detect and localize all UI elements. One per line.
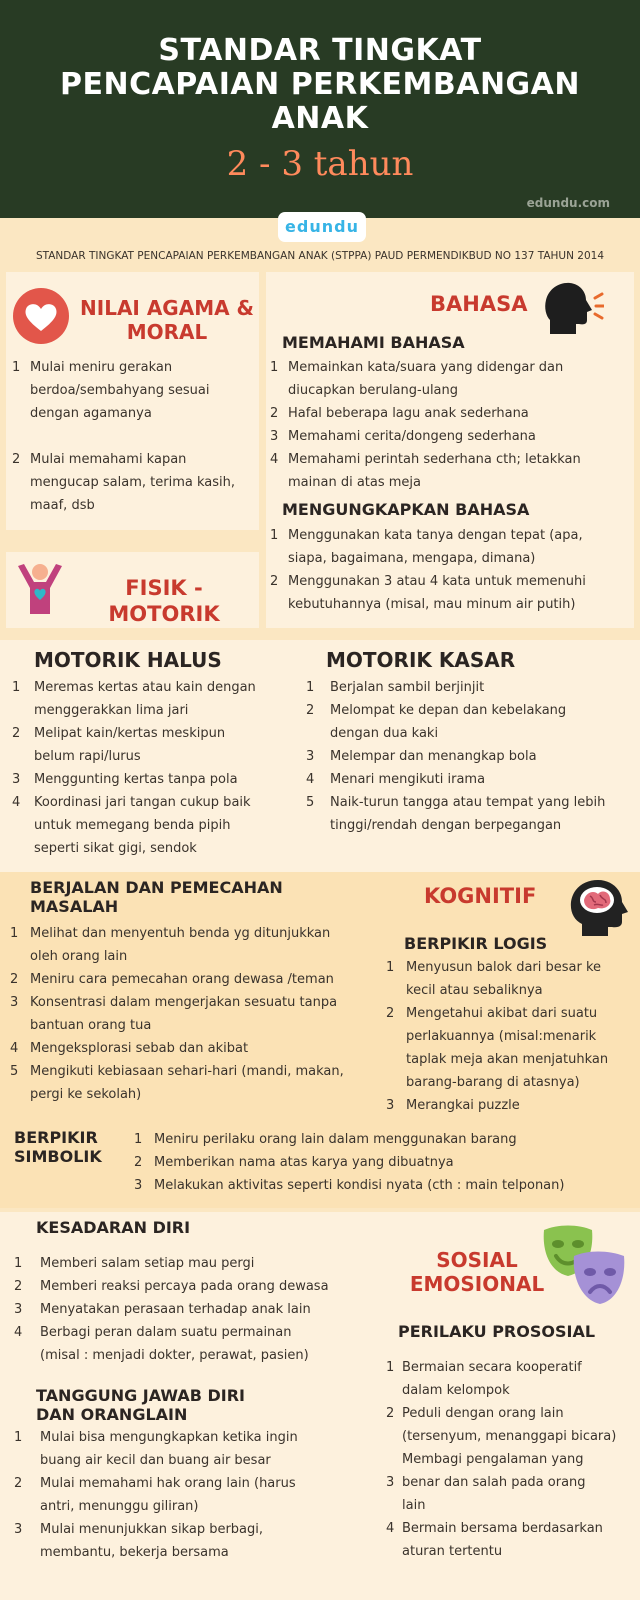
list-item: pergi ke sekolah) bbox=[30, 1087, 142, 1102]
list-item: berdoa/sembahyang sesuai bbox=[30, 383, 210, 398]
list-item: Membagi pengalaman yang bbox=[402, 1452, 584, 1467]
list-item: dalam kelompok bbox=[402, 1383, 510, 1398]
list-item: belum rapi/lurus bbox=[34, 749, 141, 764]
list-item: 2 Hafal beberapa lagu anak sederhana bbox=[270, 406, 529, 421]
list-item: 3 Merangkai puzzle bbox=[386, 1098, 520, 1113]
fisik-title-2: MOTORIK bbox=[108, 602, 220, 626]
list-item: bantuan orang tua bbox=[30, 1018, 152, 1033]
list-item: menggerakkan lima jari bbox=[34, 703, 189, 718]
speaking-head-icon bbox=[544, 280, 604, 336]
berpikir-simbolik-title-2: SIMBOLIK bbox=[14, 1147, 102, 1166]
list-item: 3 Melakukan aktivitas seperti kondisi nyata (cth : main telponan) bbox=[134, 1178, 565, 1193]
sosial-title: SOSIAL bbox=[436, 1248, 518, 1272]
nilai-agama-title: NILAI AGAMA & bbox=[80, 296, 254, 320]
list-item: 1 Melihat dan menyentuh benda yg ditunjukkan bbox=[10, 926, 331, 941]
list-item: 1 Memberi salam setiap mau pergi bbox=[14, 1256, 255, 1271]
perilaku-prososial-title: PERILAKU PROSOSIAL bbox=[398, 1322, 596, 1341]
list-item: 4 Memahami perintah sederhana cth; letakkan bbox=[270, 452, 581, 467]
list-item: 1 Meniru perilaku orang lain dalam menggunakan barang bbox=[134, 1132, 517, 1147]
list-item: oleh orang lain bbox=[30, 949, 128, 964]
list-item: mengucap salam, terima kasih, bbox=[30, 475, 235, 490]
list-item: 3 Konsentrasi dalam mengerjakan sesuatu tanpa bbox=[10, 995, 338, 1010]
motorik-halus-title: MOTORIK HALUS bbox=[34, 648, 222, 672]
list-item: 2 Peduli dengan orang lain bbox=[386, 1406, 564, 1421]
site-url: edundu.com bbox=[526, 196, 610, 210]
child-raising-arms-icon bbox=[12, 560, 68, 616]
list-item: 2 Menggunakan 3 atau 4 kata untuk memenuhi bbox=[270, 574, 586, 589]
bahasa-title: BAHASA bbox=[430, 292, 528, 316]
list-item: 1 Berjalan sambil berjinjit bbox=[306, 680, 485, 695]
memahami-bahasa-title: MEMAHAMI BAHASA bbox=[282, 333, 465, 352]
nilai-agama-title-2: MORAL bbox=[126, 320, 208, 344]
page-title-line2: PENCAPAIAN PERKEMBANGAN bbox=[59, 67, 581, 102]
kesadaran-diri-title: KESADARAN DIRI bbox=[36, 1218, 191, 1237]
list-item: kecil atau sebaliknya bbox=[406, 983, 543, 998]
theater-masks-icon bbox=[540, 1222, 632, 1314]
age-range: 2 - 3 tahun bbox=[226, 144, 414, 184]
tanggung-jawab-title-2: DAN ORANGLAIN bbox=[36, 1405, 188, 1424]
list-item: antri, menunggu giliran) bbox=[40, 1499, 199, 1514]
list-item: buang air kecil dan buang air besar bbox=[40, 1453, 271, 1468]
motorik-kasar-title: MOTORIK KASAR bbox=[326, 648, 516, 672]
list-item: 4 Mengeksplorasi sebab dan akibat bbox=[10, 1041, 249, 1056]
list-item: siapa, bagaimana, mengapa, dimana) bbox=[288, 551, 536, 566]
edundu-logo: edundu bbox=[278, 212, 366, 242]
kognitif-title: KOGNITIF bbox=[424, 884, 537, 908]
list-item: maaf, dsb bbox=[30, 498, 95, 513]
list-item: dengan agamanya bbox=[30, 406, 152, 421]
list-item: 2 Mulai memahami hak orang lain (harus bbox=[14, 1476, 296, 1491]
list-item: dengan dua kaki bbox=[330, 726, 439, 741]
list-item: 2 Memberi reaksi percaya pada orang dewasa bbox=[14, 1279, 329, 1294]
berpikir-simbolik-title: BERPIKIR bbox=[14, 1128, 98, 1147]
list-item: 2 Melipat kain/kertas meskipun bbox=[12, 726, 226, 741]
tanggung-jawab-title: TANGGUNG JAWAB DIRI bbox=[36, 1386, 245, 1405]
berjalan-title-2: MASALAH bbox=[30, 897, 119, 916]
list-item: 4 Menari mengikuti irama bbox=[306, 772, 486, 787]
list-item: 4 Koordinasi jari tangan cukup baik bbox=[12, 795, 251, 810]
list-item: (tersenyum, menanggapi bicara) bbox=[402, 1429, 617, 1444]
list-item: untuk memegang benda pipih bbox=[34, 818, 231, 833]
list-item: (misal : menjadi dokter, perawat, pasien) bbox=[40, 1348, 309, 1363]
list-item: 1 Memainkan kata/suara yang didengar dan bbox=[270, 360, 564, 375]
list-item: 5 Mengikuti kebiasaan sehari-hari (mandi, makan, bbox=[10, 1064, 344, 1079]
list-item: 1 Bermaian secara kooperatif bbox=[386, 1360, 582, 1375]
sosial-title-2: EMOSIONAL bbox=[409, 1272, 545, 1296]
list-item: 3 Memahami cerita/dongeng sederhana bbox=[270, 429, 536, 444]
list-item: 2 Mengetahui akibat dari suatu bbox=[386, 1006, 598, 1021]
list-item: 4 Berbagi peran dalam suatu permainan bbox=[14, 1325, 292, 1340]
list-item: tinggi/rendah dengan berpegangan bbox=[330, 818, 562, 833]
list-item: diucapkan berulang-ulang bbox=[288, 383, 459, 398]
list-item: 1 Mulai bisa mengungkapkan ketika ingin bbox=[14, 1430, 298, 1445]
list-item: 3 Mulai menunjukkan sikap berbagi, bbox=[14, 1522, 264, 1537]
heart-icon bbox=[12, 287, 70, 345]
list-item: 3 Menyatakan perasaan terhadap anak lain bbox=[14, 1302, 311, 1317]
list-item: 1 Menggunakan kata tanya dengan tepat (apa, bbox=[270, 528, 583, 543]
list-item: seperti sikat gigi, sendok bbox=[34, 841, 197, 856]
list-item: 2 Melompat ke depan dan kebelakang bbox=[306, 703, 567, 718]
list-item: barang-barang di atasnya) bbox=[406, 1075, 580, 1090]
fisik-title: FISIK - bbox=[125, 576, 203, 600]
berjalan-title: BERJALAN DAN PEMECAHAN bbox=[30, 878, 283, 897]
list-item: 2 Mulai memahami kapan bbox=[12, 452, 187, 467]
list-item: lain bbox=[402, 1498, 426, 1513]
list-item: kebutuhannya (misal, mau minum air putih) bbox=[288, 597, 576, 612]
list-item: 1 Menyusun balok dari besar ke bbox=[386, 960, 602, 975]
list-item: perlakuannya (misal:menarik bbox=[406, 1029, 597, 1044]
list-item: mainan di atas meja bbox=[288, 475, 421, 490]
list-item: membantu, bekerja bersama bbox=[40, 1545, 229, 1560]
list-item: aturan tertentu bbox=[402, 1544, 503, 1559]
list-item: 3 benar dan salah pada orang bbox=[386, 1475, 586, 1490]
stppa-subtitle: STANDAR TINGKAT PENCAPAIAN PERKEMBANGAN ANAK (STPPA) PAUD PERMENDIKBUD NO 137 TAHUN 2014 bbox=[35, 250, 605, 262]
list-item: 1 Meremas kertas atau kain dengan bbox=[12, 680, 256, 695]
list-item: 1 Mulai meniru gerakan bbox=[12, 360, 173, 375]
list-item: 3 Melempar dan menangkap bola bbox=[306, 749, 537, 764]
list-item: 5 Naik-turun tangga atau tempat yang lebih bbox=[306, 795, 606, 810]
list-item: 3 Menggunting kertas tanpa pola bbox=[12, 772, 238, 787]
list-item: 2 Memberikan nama atas karya yang dibuatnya bbox=[134, 1155, 454, 1170]
brain-head-icon bbox=[568, 878, 630, 938]
berpikir-logis-title: BERPIKIR LOGIS bbox=[404, 934, 548, 953]
list-item: 4 Bermain bersama berdasarkan bbox=[386, 1521, 603, 1536]
page-title-line1: STANDAR TINGKAT bbox=[158, 33, 482, 68]
list-item: 2 Meniru cara pemecahan orang dewasa /teman bbox=[10, 972, 334, 987]
mengungkapkan-bahasa-title: MENGUNGKAPKAN BAHASA bbox=[282, 500, 530, 519]
page-title-line3: ANAK bbox=[271, 101, 369, 136]
list-item: taplak meja akan menjatuhkan bbox=[406, 1052, 609, 1067]
